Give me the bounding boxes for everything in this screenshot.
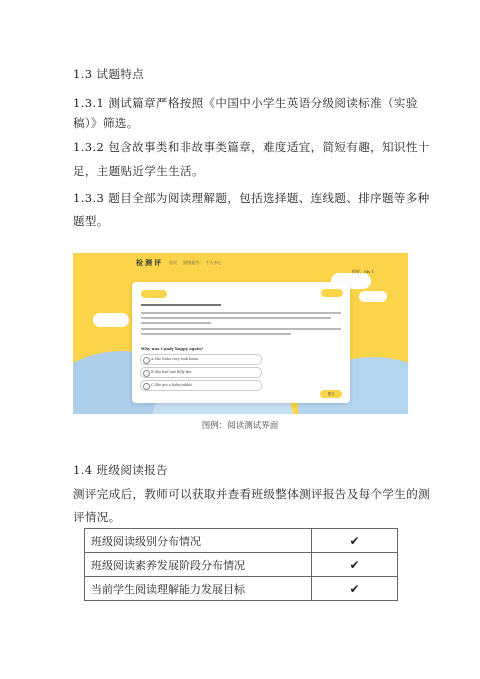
option-a-label: A She looks very look home. (151, 357, 200, 361)
option-c[interactable] (140, 380, 262, 391)
reading-test-screenshot (73, 253, 408, 414)
section-1-4-intro-line2: 评情况。 (73, 510, 121, 524)
item-1-3-1-line1: 1.3.1 测试篇章严格按照《中国中小学生英语分级阅读标准（实验 (73, 96, 418, 110)
passage-text-line (141, 328, 341, 330)
option-b-label: B She had lost Billy the. (151, 370, 193, 374)
table-row (85, 577, 398, 601)
question-panel (132, 282, 350, 403)
table-row (85, 529, 398, 553)
passage-text-line (141, 317, 331, 319)
nav-class-report[interactable]: 班级报告 (183, 260, 200, 265)
option-c-label: C She got a baby rabbit. (151, 383, 193, 387)
table-row (85, 553, 398, 577)
check-icon: ✔ (312, 529, 398, 553)
report-item: 班级阅读素养发展阶段分布情况 (85, 553, 312, 577)
item-1-3-2-line2: 足，主题贴近学生生活。 (73, 164, 204, 178)
passage-tag (141, 290, 167, 298)
item-1-3-3-line2: 题型。 (73, 214, 109, 228)
item-1-3-2-line1: 1.3.2 包含故事类和非故事类篇章，难度适宜，简短有趣，知识性十 (73, 140, 430, 154)
passage-text-line (141, 312, 341, 314)
item-1-3-3-line1: 1.3.3 题目全部为阅读理解题，包括选择题、连线题、排序题等多种 (73, 191, 430, 205)
report-item: 班级阅读级别分布情况 (85, 529, 312, 553)
app-nav (169, 260, 227, 266)
cloud-decoration (93, 313, 129, 327)
option-b[interactable] (140, 367, 262, 378)
section-1-4-heading: 1.4 班级阅读报告 (73, 463, 168, 477)
passage-text-line (141, 322, 211, 324)
submit-button[interactable]: 提交 (320, 390, 342, 398)
section-1-4-intro-line1: 测评完成后，教师可以获取并查看班级整体测评报告及每个学生的测 (73, 487, 430, 501)
item-1-3-1-line2: 稿）》筛选。 (73, 116, 139, 130)
app-logo: 检测评 (136, 258, 163, 267)
nav-home[interactable]: 首页 (169, 260, 177, 265)
option-a[interactable] (140, 354, 262, 365)
check-icon: ✔ (312, 553, 398, 577)
report-item: 当前学生阅读理解能力发展目标 (85, 577, 312, 601)
report-table (84, 528, 398, 601)
timer-badge (321, 289, 343, 297)
cloud-decoration (359, 291, 387, 302)
passage-title-line (141, 304, 221, 306)
user-greeting[interactable]: 你好，Ms 1 (352, 269, 374, 274)
figure-caption: 图例：阅读测试界面 (201, 421, 279, 431)
check-icon: ✔ (312, 577, 398, 601)
passage-text-line (141, 333, 291, 335)
section-1-3-heading: 1.3 试题特点 (73, 67, 145, 81)
question-text: Why was Candy happy again? (141, 346, 204, 351)
nav-personal-center[interactable]: 个人中心 (205, 260, 222, 265)
